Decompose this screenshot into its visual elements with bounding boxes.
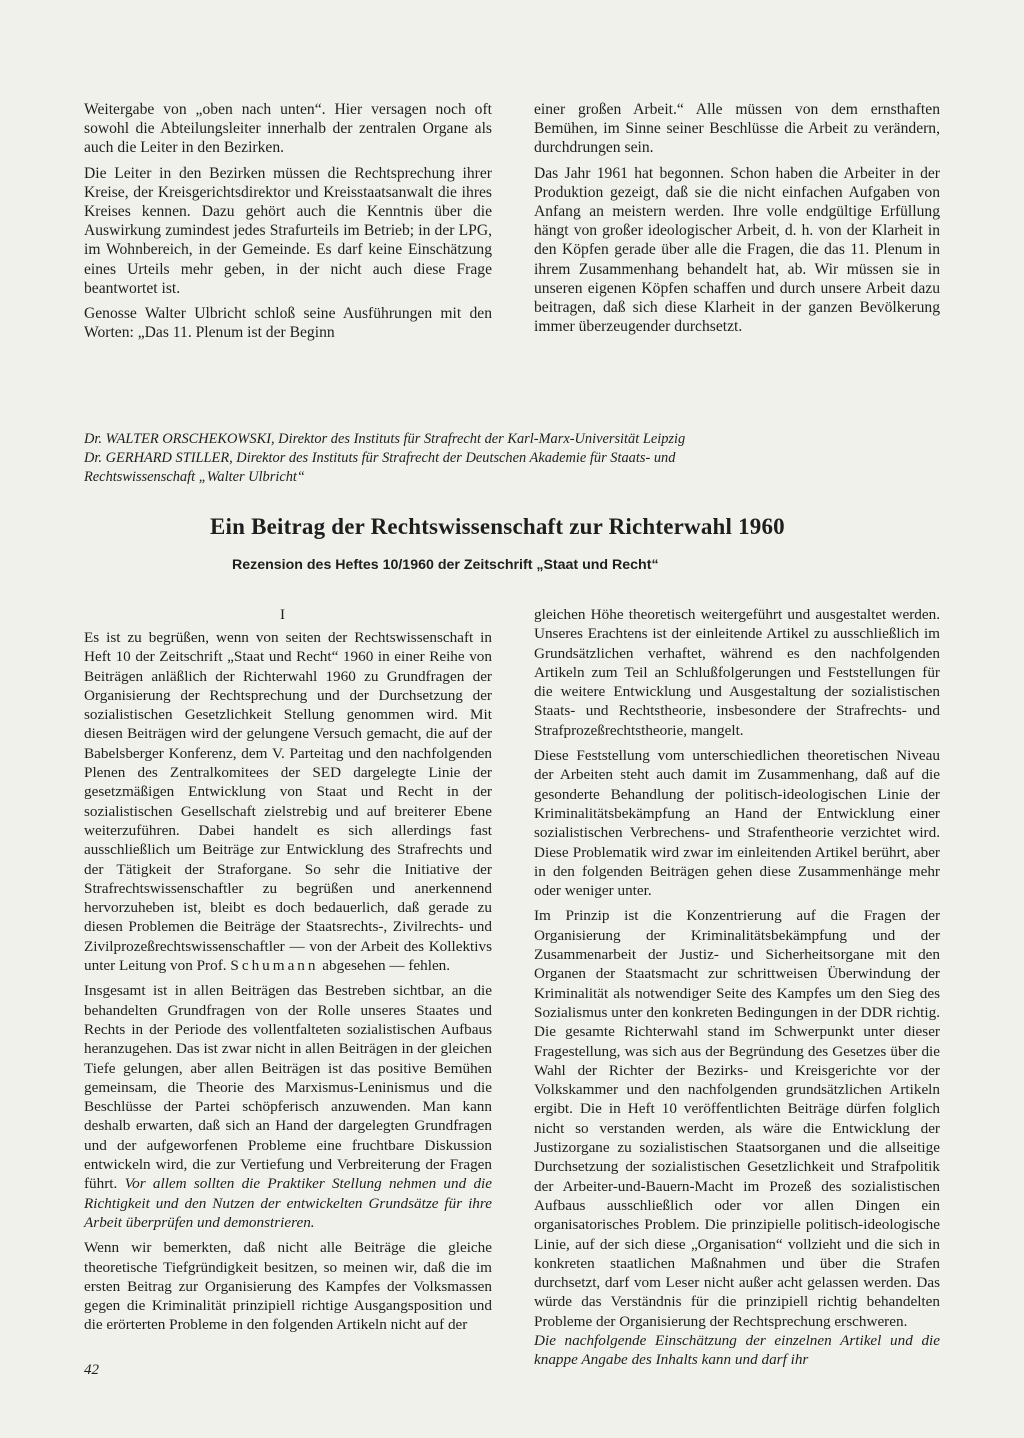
article-body-right-column — [534, 605, 940, 1370]
author-line: Dr. WALTER ORSCHEKOWSKI, Direktor des Instituts für Strafrecht der Karl-Marx-Universität Leipzig — [84, 431, 686, 447]
article-body-left-column — [84, 628, 492, 1335]
paragraph: Weitergabe von „oben nach unten“. Hier versagen noch oft sowohl die Abteilungsleiter innerhalb der zentralen Organe als auch die Leiter in den Bezirken. — [84, 101, 492, 157]
text-run: abgesehen — fehlen. — [322, 957, 451, 975]
paragraph — [84, 628, 492, 975]
italic-emphasis: Vor allem sollten die Praktiker Stellung nehmen und die Richtigkeit und den Nutzen der entwickelten Grundsätze für ihre Arbeit überprüfen und demonstrieren. — [84, 1175, 492, 1231]
paragraph: Genosse Walter Ulbricht schloß seine Ausführungen mit den Worten: „Das 11. Plenum ist der Beginn — [84, 305, 492, 342]
paragraph: Diese Feststellung vom unterschiedlichen theoretischen Niveau der Arbeiten steht auch damit im Zusammenhang, daß auf die gesonderte Behandlung der politisch-ideologischen Linie der Kriminalitätsbekämpfung an Hand der Entwicklung einer sozialistischen Verbrechens- und Strafentheorie verzichtet wird. Diese Problematik wird zwar im einleitenden Artikel berührt, aber in den folgenden Beiträgen gehen diese Zusammenhänge mehr oder weniger unter. — [534, 747, 940, 900]
paragraph: Die Leiter in den Bezirken müssen die Rechtsprechung ihrer Kreise, der Kreisgerichtsdirektor und Kreisstaatsanwalt die ihres Kreises kennen. Dazu gehört auch die Kenntnis über die Auswirkung zumindest jedes Strafurteils im Betrieb; in der LPG, im Wohnbereich, in der Gemeinde. Es darf keine Einschätzung eines Urteils mehr geben, in der nicht auch diese Frage beantwortet ist. — [84, 164, 492, 297]
article-subtitle: Rezension des Heftes 10/1960 der Zeitschrift „Staat und Recht“ — [232, 557, 659, 573]
paragraph: Wenn wir bemerkten, daß nicht alle Beiträge die gleiche theoretische Tiefgründigkeit besitzen, so meinen wir, daß die im ersten Beitrag zur Organisierung des Kampfes der Volksmassen gegen die Kriminalität prinzipiell richtige Ausgangsposition und die erörterten Probleme in den folgenden Artikeln nicht auf der — [84, 1239, 492, 1334]
italic-emphasis: Die nachfolgende Einschätzung der einzelnen Artikel und die knappe Angabe des Inhalts kann und darf ihr — [534, 1331, 940, 1369]
page-number: 42 — [84, 1362, 99, 1378]
continued-text-right-column — [534, 100, 940, 336]
author-line: Dr. GERHARD STILLER, Direktor des Instituts für Strafrecht der Deutschen Akademie für Staats- und — [84, 450, 676, 467]
paragraph: einer großen Arbeit.“ Alle müssen von dem ernsthaften Bemühen, im Sinne seiner Beschlüsse die Arbeit zu verändern, durchdrungen sein. — [534, 101, 940, 157]
article-title: Ein Beitrag der Rechtswissenschaft zur Richterwahl 1960 — [210, 514, 785, 539]
text-run: Es ist zu begrüßen, wenn von seiten der Rechtswissenschaft in Heft 10 der Zeitschrift „Staat und Recht“ 1960 in einer Reihe von Beiträgen anläßlich der Richterwahl 1960 zu Grundfragen der Organisierung der Rechtsprechung und der Durchsetzung der sozialistischen Gesetzlichkeit Stellung genommen wird. Mit diesen Beiträgen wird der gelungene Versuch gemacht, die auf der Babelsberger Konferenz, dem V. Parteitag und den nachfolgenden Plenen des Zentralkomitees der SED dargelegte Linie der gesetzmäßigen Entwicklung von Staat und Recht in der sozialistischen Gesellschaft zielstrebig und auf breiterer Ebene weiterzuführen. Dabei handelt es sich allerdings fast ausschließlich um Beiträge zur Entwicklung des Strafrechts und der Tätigkeit der Straforgane. So sehr die Initiative der Strafrechtswissenschaftler zu begrüßen und anerkennend hervorzuheben ist, bleibt es doch bedauerlich, daß gerade zu diesen Problemen die Beiträge der Staatsrechts-, Zivilrechts- und Zivilprozeßrechtswissenschaftler — von der Arbeit des Kollektivs unter Leitung von Prof. — [84, 629, 492, 975]
author-line: Rechtswissenschaft „Walter Ulbricht“ — [84, 469, 305, 486]
paragraph: gleichen Höhe theoretisch weitergeführt und ausgestaltet werden. Unseres Erachtens ist der einleitende Artikel zu ausschließlich im Grundsätzlichen verhaftet, während es den nachfolgenden Artikeln zum Teil an Schlußfolgerungen und Feststellungen für die weitere Entwicklung und Ausgestaltung der sozialistischen Staats- und Rechtstheorie, insbesondere der Strafrechts- und Strafprozeßrechtstheorie, mangelt. — [534, 606, 940, 739]
author-byline — [84, 430, 904, 488]
paragraph: Das Jahr 1961 hat begonnen. Schon haben die Arbeiter in der Produktion gezeigt, daß sie die nicht einfachen Aufgaben von Anfang an meistern werden. Ihre volle endgültige Erfüllung hängt von großer ideologischer Arbeit, d. h. von der Klarheit in den Köpfen gerade über alle die Fragen, die das 11. Plenum in ihrem Zusammenhang behandelt hat, ab. Wir müssen sie in unseren eigenen Köpfen schaffen und durch unsere Arbeit dazu beitragen, daß sich diese Klarheit in der ganzen Bevölkerung immer überzeugender durchsetzt. — [534, 164, 940, 336]
paragraph — [84, 981, 492, 1232]
section-number: I — [280, 607, 285, 623]
paragraph — [534, 1331, 940, 1370]
continued-text-left-column — [84, 100, 492, 342]
author-name-spaced: Schumann — [230, 957, 319, 975]
paragraph: Im Prinzip ist die Konzentrierung auf die Fragen der Organisierung der Kriminalitätsbekämpfung und der Zusammenarbeit der Justiz- und Sicherheitsorgane mit den Organen der Staatsmacht zur schrittweisen Überwindung der Kriminalität als notwendiger Seite des Kampfes um den Sieg des Sozialismus unter den konkreten Bedingungen in der DDR richtig. Die gesamte Richterwahl stand im Schwerpunkt unter dieser Fragestellung, was sich aus der Begründung des Gesetzes über die Wahl der Richter der Bezirks- und Kreisgerichte vor der Volkskammer und den nachfolgenden grundsätzlichen Artikeln ergibt. Die in Heft 10 veröffentlichten Beiträge dürfen folglich nicht so verstanden werden, als wäre die Entwicklung der Justizorgane zu sozialistischen Staatsorganen und die allseitige Durchsetzung der sozialistischen Gesetzlichkeit und Strafpolitik der Arbeiter-und-Bauern-Macht im Prozeß des sozialistischen Aufbaus ausschließlich oder vor allen Dingen ein organisatorisches Problem. Die prinzipielle politisch-ideologische Linie, auf der sich diese „Organisation“ vollzieht und die sich in konkreten staatlichen Maßnahmen und über die Strafen durchsetzt, darf vom Leser nicht außer acht gelassen werden. Das würde das Verständnis für die prinzipiell richtig behandelten Probleme der Organisierung der Rechtsprechung erschweren. — [534, 907, 940, 1330]
text-run: Insgesamt ist in allen Beiträgen das Bestreben sichtbar, an die behandelten Grundfragen von der Rolle unseres Staates und Rechts in der Periode des vollentfalteten sozialistischen Aufbaus heranzugehen. Das ist zwar nicht in allen Beiträgen in der gleichen Tiefe gelungen, aber allen Beiträgen ist das positive Bemühen gemeinsam, die Theorie des Marxismus-Leninismus und die Beschlüsse der Partei schöpferisch anzuwenden. Man kann deshalb erwarten, daß sich an Hand der dargelegten Grundfragen und der aufgeworfenen Probleme eine fruchtbare Diskussion entwickeln wird, die zur Vertiefung und Verbreiterung der Fragen führt. — [84, 982, 492, 1193]
